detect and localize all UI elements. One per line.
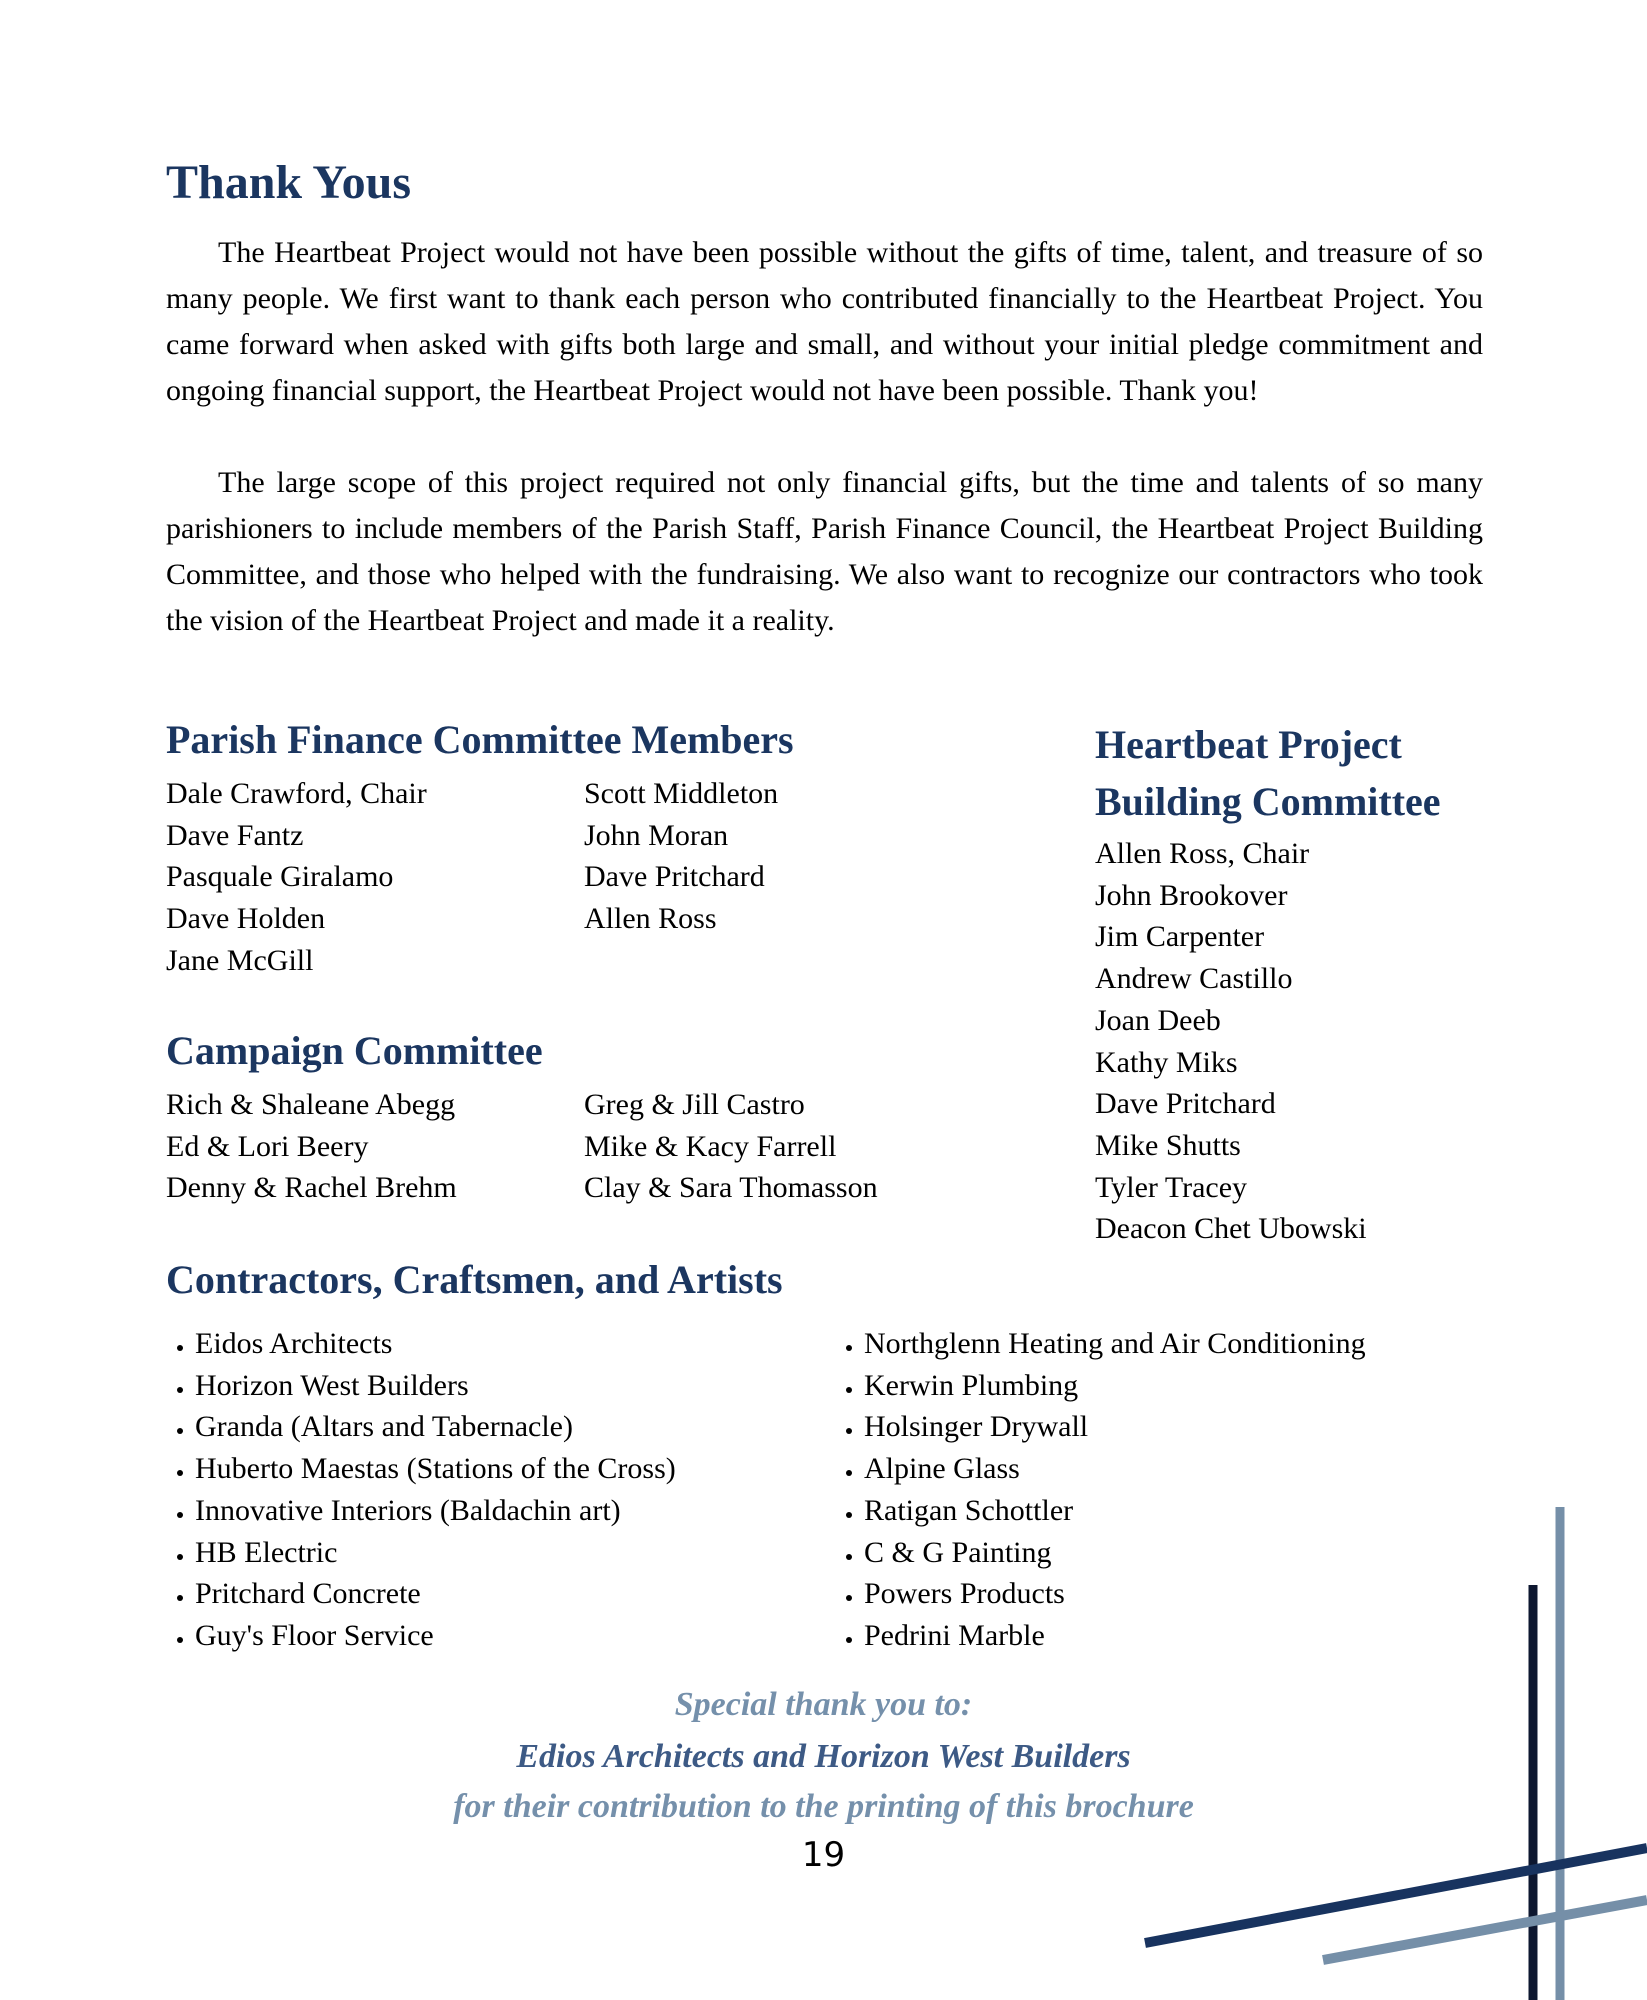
list-item: • Innovative Interiors (Baldachin art) (195, 1490, 676, 1532)
special-thanks-line1: Special thank you to: (674, 1686, 973, 1723)
list-item: • Guy's Floor Service (195, 1615, 676, 1657)
list-item: Tyler Tracey (1095, 1170, 1248, 1204)
list-item: • Holsinger Drywall (864, 1406, 1366, 1448)
list-item: Joan Deeb (1095, 1003, 1221, 1037)
list-item: • Pedrini Marble (864, 1615, 1366, 1657)
list-item: • Granda (Altars and Tabernacle) (195, 1406, 676, 1448)
list-item: • Horizon West Builders (195, 1365, 676, 1407)
building-heading-line2: Building Committee (1095, 779, 1441, 824)
building-heading-line1: Heartbeat Project (1095, 722, 1402, 767)
decorative-line-navy-diagonal (1145, 1848, 1647, 1943)
list-item: Dave Fantz (166, 818, 304, 852)
special-thanks-line2: Edios Architects and Horizon West Builders (516, 1738, 1131, 1775)
intro-paragraph-2: The large scope of this project required not only financial gifts, but the time and talents of so many parishioners to include members of the Parish Staff, Parish Finance Council, the Heartbeat Project Building Committee, and those who helped with the fundraising. We also want to recognize our contractors who took the vision of the Heartbeat Project and made it a reality. (166, 466, 1483, 637)
page-number: 19 (801, 1835, 846, 1875)
list-item: Deacon Chet Ubowski (1095, 1212, 1367, 1246)
list-item: Denny & Rachel Brehm (166, 1171, 457, 1205)
list-item: • Ratigan Schottler (864, 1490, 1366, 1532)
finance-heading: Parish Finance Committee Members (166, 717, 794, 762)
list-item: • Powers Products (864, 1573, 1366, 1615)
campaign-heading: Campaign Committee (166, 1028, 543, 1073)
list-item: Kathy Miks (1095, 1045, 1238, 1079)
list-item: Dave Pritchard (584, 860, 765, 894)
contractors-heading: Contractors, Craftsmen, and Artists (166, 1257, 783, 1302)
intro-paragraph-1: The Heartbeat Project would not have been possible without the gifts of time, talent, and treasure of so many people. We first want to thank each person who contributed financially to the Heartbeat Project. You came forward when asked with gifts both large and small, and without your initial pledge commitment and ongoing financial support, the Heartbeat Project would not have been possible. Thank you! (166, 236, 1483, 407)
list-item: • Northglenn Heating and Air Conditioning (864, 1323, 1366, 1365)
list-item: Scott Middleton (584, 777, 779, 810)
list-item: Dave Pritchard (1095, 1087, 1276, 1121)
list-item: • Kerwin Plumbing (864, 1365, 1366, 1407)
list-item: Dale Crawford, Chair (166, 777, 427, 810)
list-item: • C & G Painting (864, 1532, 1366, 1574)
decorative-line-light-diagonal (1323, 1900, 1647, 1960)
list-item: • HB Electric (195, 1532, 676, 1574)
list-item: Allen Ross (584, 902, 717, 936)
list-item: Dave Holden (166, 902, 326, 936)
list-item: Greg & Jill Castro (584, 1088, 805, 1121)
list-item: Ed & Lori Beery (166, 1129, 369, 1163)
list-item: Mike & Kacy Farrell (584, 1129, 837, 1163)
list-item: Andrew Castillo (1095, 962, 1293, 996)
list-item: Mike Shutts (1095, 1128, 1241, 1162)
list-item: • Alpine Glass (864, 1448, 1366, 1490)
list-item: Allen Ross, Chair (1095, 837, 1310, 870)
list-item: • Huberto Maestas (Stations of the Cross) (195, 1448, 676, 1490)
list-item: Clay & Sara Thomasson (584, 1171, 878, 1205)
list-item: John Moran (584, 818, 729, 852)
list-item: • Pritchard Concrete (195, 1573, 676, 1615)
page-title: Thank Yous (166, 156, 412, 209)
list-item: Rich & Shaleane Abegg (166, 1088, 456, 1121)
list-item: • Eidos Architects (195, 1323, 676, 1365)
list-item: Pasquale Giralamo (166, 860, 394, 894)
list-item: Jim Carpenter (1095, 920, 1265, 954)
special-thanks-line3: for their contribution to the printing of this brochure (453, 1788, 1194, 1825)
list-item: John Brookover (1095, 878, 1288, 912)
list-item: Jane McGill (166, 943, 314, 977)
